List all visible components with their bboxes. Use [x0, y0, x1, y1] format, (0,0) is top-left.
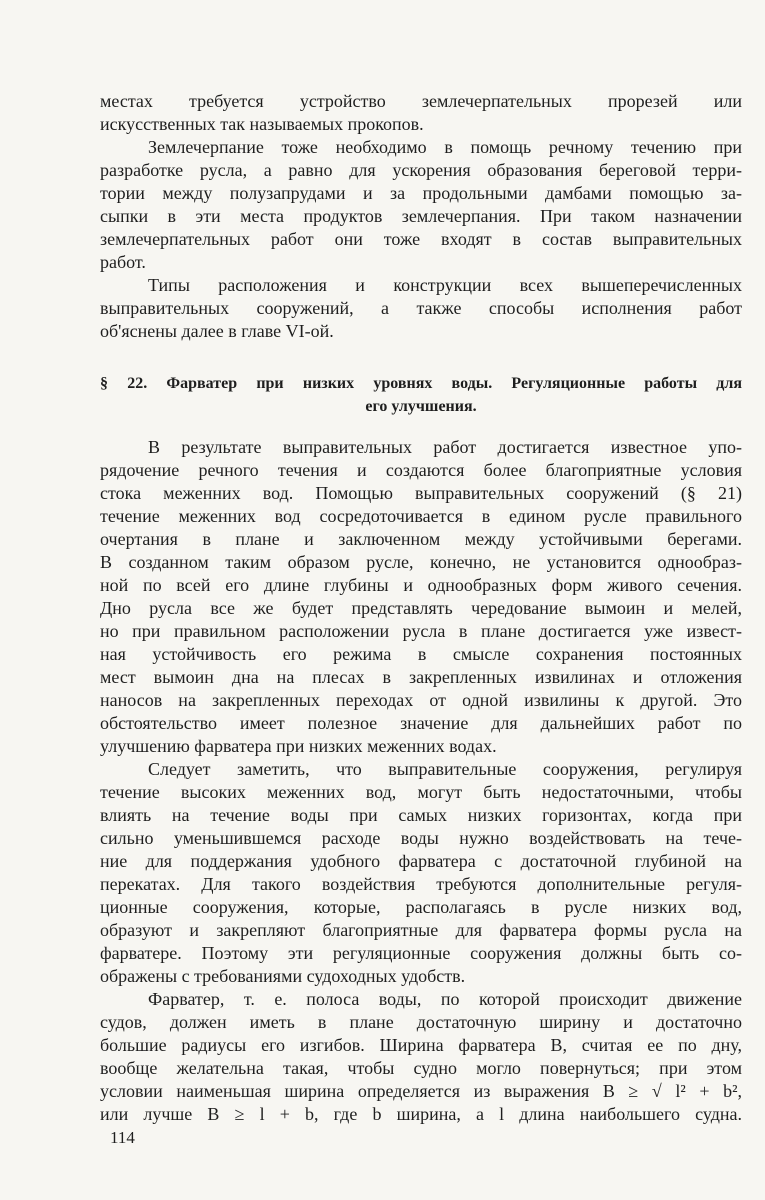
text-line: улучшению фарватера при низких меженних водах.: [100, 736, 497, 756]
text-line: очертания в плане и заключенном между устойчивыми берегами.: [100, 529, 742, 549]
text-line: ображены с требованиями судоходных удобств.: [100, 966, 466, 986]
text-line: работ.: [100, 252, 146, 272]
text-line: условии наименьшая ширина определяется из выражения B ≥ √ l² + b²,: [100, 1081, 742, 1101]
text-line: Фарватер, т. е. полоса воды, по которой происходит движение: [148, 989, 742, 1009]
text-line: рядочение речного течения и создаются более благоприятные условия: [100, 460, 742, 480]
text-line: мест вымоин дна на плесах в закрепленных извилинах и отложения: [100, 667, 742, 687]
text-line: сыпки в эти места продуктов землечерпания. При таком назначении: [100, 206, 742, 226]
text-line: В созданном таким образом русле, конечно, не установится однообраз-: [100, 552, 742, 572]
text-line: Землечерпание тоже необходимо в помощь речному течению при: [148, 137, 742, 157]
section-heading: его улучшения.: [365, 398, 477, 415]
text-line: течение меженних вод сосредоточивается в едином русле правильного: [100, 506, 742, 526]
text-line: судов, должен иметь в плане достаточную ширину и достаточно: [100, 1012, 742, 1032]
page-number: 114: [110, 1128, 135, 1147]
text-line: ной по всей его длине глубины и однообразных форм живого сечения.: [100, 575, 742, 595]
text-line: стока меженних вод. Помощью выправительных сооружений (§ 21): [100, 483, 742, 503]
text-line: вообще желательна такая, чтобы судно могло повернуться; при этом: [100, 1058, 742, 1078]
text-line: ная устойчивость его режима в смысле сохранения постоянных: [100, 644, 742, 664]
text-line: искусственных так называемых прокопов.: [100, 114, 424, 134]
text-line: местах требуется устройство землечерпательных прорезей или: [100, 91, 742, 111]
section-heading: § 22. Фарватер при низких уровнях воды. Регуляционные работы для: [100, 375, 742, 392]
text-line: ние для поддержания удобного фарватера с достаточной глубиной на: [100, 851, 742, 871]
text-line: Типы расположения и конструкции всех вышеперечисленных: [148, 275, 742, 295]
text-line: тории между полузапрудами и за продольными дамбами помощью за-: [100, 183, 742, 203]
text-line: течение высоких меженних вод, могут быть недостаточными, чтобы: [100, 782, 742, 802]
text-line: Дно русла все же будет представлять чередование вымоин и мелей,: [100, 598, 742, 618]
text-line: перекатах. Для такого воздействия требуются дополнительные регуля-: [100, 874, 742, 894]
text-line: или лучше B ≥ l + b, где b ширина, а l длина наибольшего судна.: [100, 1104, 742, 1124]
text-line: влиять на течение воды при самых низких горизонтах, когда при: [100, 805, 742, 825]
text-line: большие радиусы его изгибов. Ширина фарватера B, считая ее по дну,: [100, 1035, 742, 1055]
text-line: В результате выправительных работ достигается известное упо-: [148, 437, 742, 457]
text-line: выправительных сооружений, а также способы исполнения работ: [100, 298, 742, 318]
text-line: ционные сооружения, которые, располагаясь в русле низких вод,: [100, 897, 742, 917]
text-line: об'яснены далее в главе VI-ой.: [100, 321, 334, 341]
text-line: разработке русла, а равно для ускорения образования береговой терри-: [100, 160, 742, 180]
text-line: но при правильном расположении русла в плане достигается уже извест-: [100, 621, 742, 641]
text-line: Следует заметить, что выправительные сооружения, регулируя: [148, 759, 742, 779]
text-line: наносов на закрепленных переходах от одной извилины к другой. Это: [100, 690, 742, 710]
text-line: фарватере. Поэтому эти регуляционные сооружения должны быть со-: [100, 943, 742, 963]
text-line: землечерпательных работ они тоже входят в состав выправительных: [100, 229, 742, 249]
text-line: сильно уменьшившемся расходе воды нужно воздействовать на тече-: [100, 828, 742, 848]
text-line: обстоятельство имеет полезное значение для дальнейших работ по: [100, 713, 742, 733]
text-line: образуют и закрепляют благоприятные для фарватера формы русла на: [100, 920, 742, 940]
